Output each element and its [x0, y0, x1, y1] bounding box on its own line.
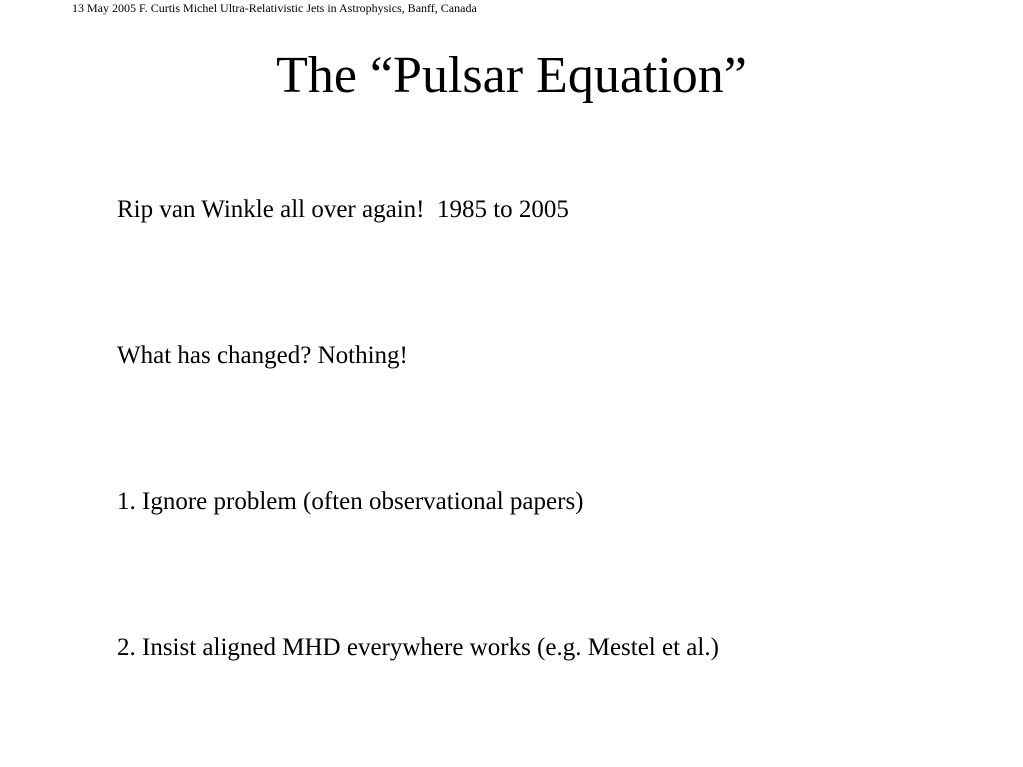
slide-line-1: Rip van Winkle all over again! 1985 to 2005 — [117, 196, 569, 223]
slide-line-3: 1. Ignore problem (often observational papers) — [117, 488, 584, 515]
slide-line-2: What has changed? Nothing! — [117, 342, 408, 369]
slide-line-4: 2. Insist aligned MHD everywhere works (e.g. Mestel et al.) — [117, 634, 719, 661]
slide-title: The “Pulsar Equation” — [276, 47, 747, 104]
slide-header: 13 May 2005 F. Curtis Michel Ultra-Relativistic Jets in Astrophysics, Banff, Canada — [72, 1, 477, 15]
